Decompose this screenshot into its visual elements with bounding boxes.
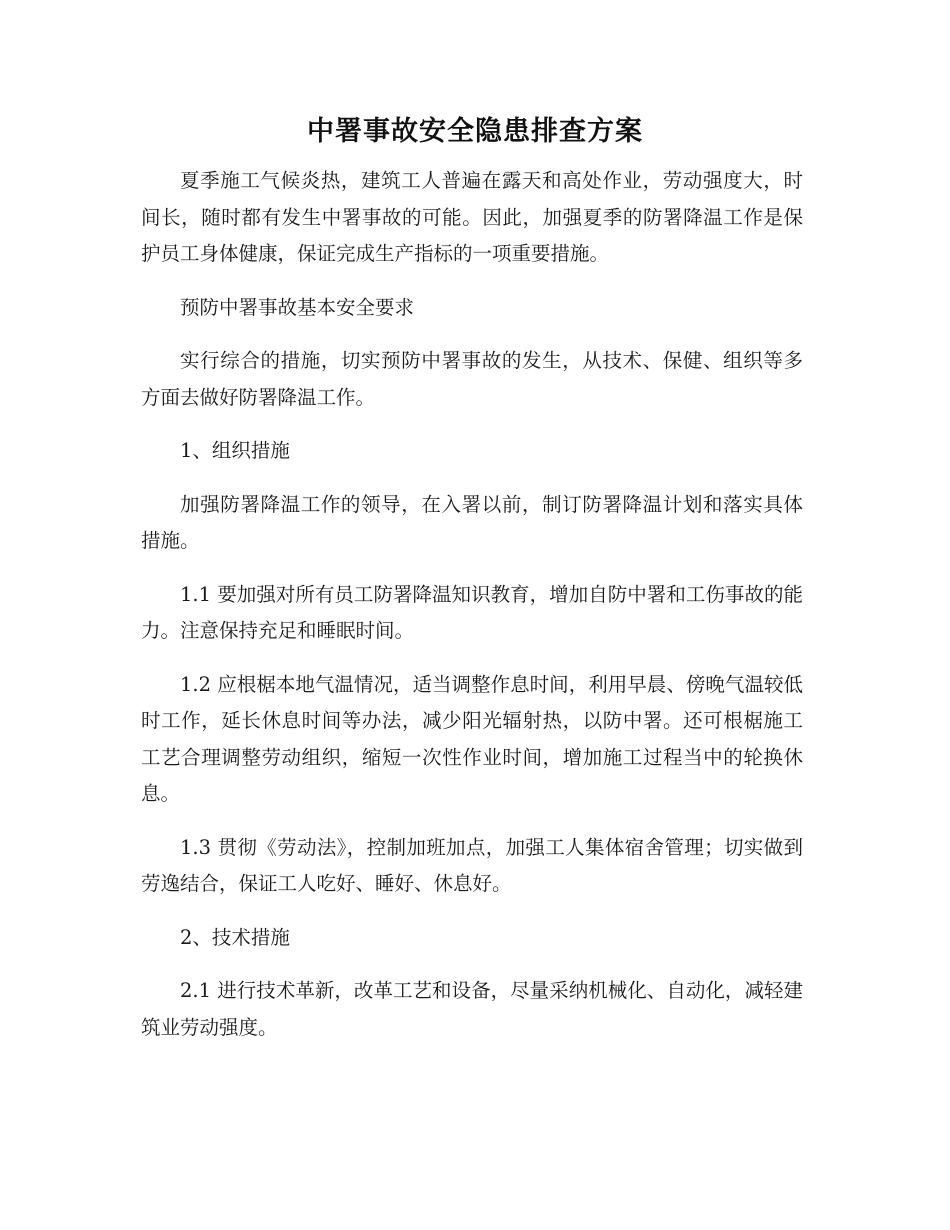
section-heading-organization: 1、组织措施 (180, 439, 290, 462)
item-1-1: 1.1 要加强对所有员工防署降温知识教育，增加自防中署和工伤事故的能力。注意保持充足和睡眠时间。 (141, 582, 803, 642)
paragraph-measures: 实行综合的措施，切实预防中署事故的发生，从技术、保健、组织等多方面去做好防署降温工作。 (141, 349, 803, 409)
item-2-1: 2.1 进行技术革新，改革工艺和设备，尽量采纳机械化、自动化，减轻建筑业劳动强度。 (141, 979, 803, 1039)
document-title: 中署事故安全隐患排查方案 (307, 116, 643, 147)
item-1-2: 1.2 应根椐本地气温情况，适当调整作息时间，利用早晨、傍晚气温较低时工作，延长休息时间等办法，减少阳光辐射热，以防中署。还可根椐施工工艺合理调整劳动组织，缩短一次性作业时间，增加施工过程当中的轮换休息。 (141, 672, 803, 805)
section-heading-technical: 2、技术措施 (180, 925, 290, 949)
section-heading-requirements: 预防中署事故基本安全要求 (180, 295, 415, 319)
document-body (141, 163, 803, 1063)
paragraph-intro: 夏季施工气候炎热，建筑工人普遍在露天和高处作业，劳动强度大，时间长，随时都有发生中署事故的可能。因此，加强夏季的防署降温工作是保护员工身体健康，保证完成生产指标的一项重要措施。 (141, 169, 803, 265)
item-1-3: 1.3 贯彻《劳动法》，控制加班加点，加强工人集体宿舍管理；切实做到劳逸结合，保证工人吃好、睡好、休息好。 (141, 835, 803, 895)
paragraph-organization: 加强防署降温工作的领导，在入署以前，制订防署降温计划和落实具体措施。 (141, 492, 803, 552)
